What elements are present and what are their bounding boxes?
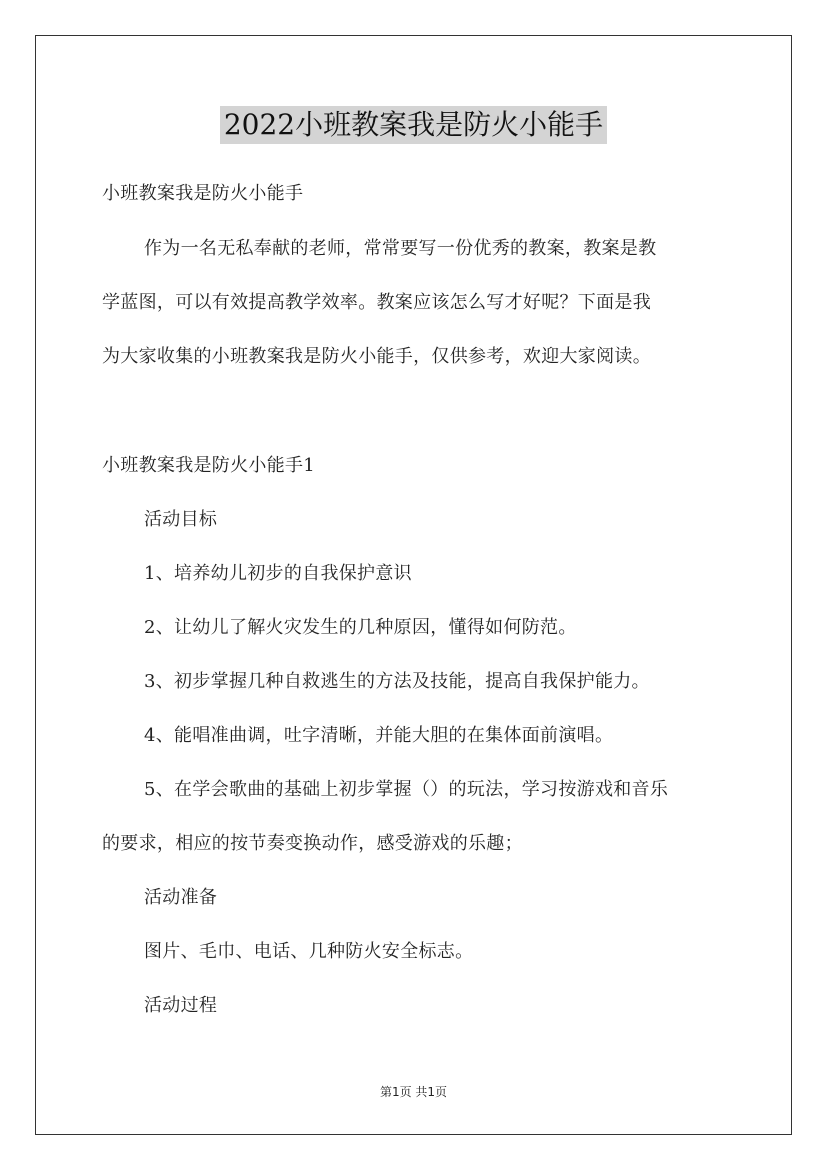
goal-item: 5、在学会歌曲的基础上初步掌握（）的玩法，学习按游戏和音乐 xyxy=(144,779,669,800)
page-footer: 第1页 共1页 xyxy=(379,1085,448,1099)
goal-item: 3、初步掌握几种自救逃生的方法及技能，提高自我保护能力。 xyxy=(144,671,650,692)
document-title-text: 2022小班教案我是防火小能手 xyxy=(220,106,607,144)
preparation-item: 图片、毛巾、电话、几种防火安全标志。 xyxy=(144,941,474,962)
section-heading: 小班教案我是防火小能手 xyxy=(102,183,304,204)
goal-item-continued: 的要求，相应的按节奏变换动作，感受游戏的乐趣； xyxy=(102,833,523,854)
intro-paragraph-line: 为大家收集的小班教案我是防火小能手，仅供参考，欢迎大家阅读。 xyxy=(102,346,651,367)
document-title xyxy=(0,104,827,144)
subheading-activity-process: 活动过程 xyxy=(144,995,218,1016)
goal-item: 1、培养幼儿初步的自我保护意识 xyxy=(144,563,412,584)
subheading-activity-preparation: 活动准备 xyxy=(144,887,218,908)
goal-item: 4、能唱准曲调，吐字清晰，并能大胆的在集体面前演唱。 xyxy=(144,725,614,746)
lesson-heading: 小班教案我是防火小能手1 xyxy=(102,455,316,476)
intro-paragraph-line: 学蓝图，可以有效提高教学效率。教案应该怎么写才好呢？下面是我 xyxy=(102,292,651,313)
goal-item: 2、让幼儿了解火灾发生的几种原因，懂得如何防范。 xyxy=(144,617,577,638)
subheading-activity-goals: 活动目标 xyxy=(144,509,218,530)
intro-paragraph-line: 作为一名无私奉献的老师，常常要写一份优秀的教案，教案是教 xyxy=(144,238,657,259)
